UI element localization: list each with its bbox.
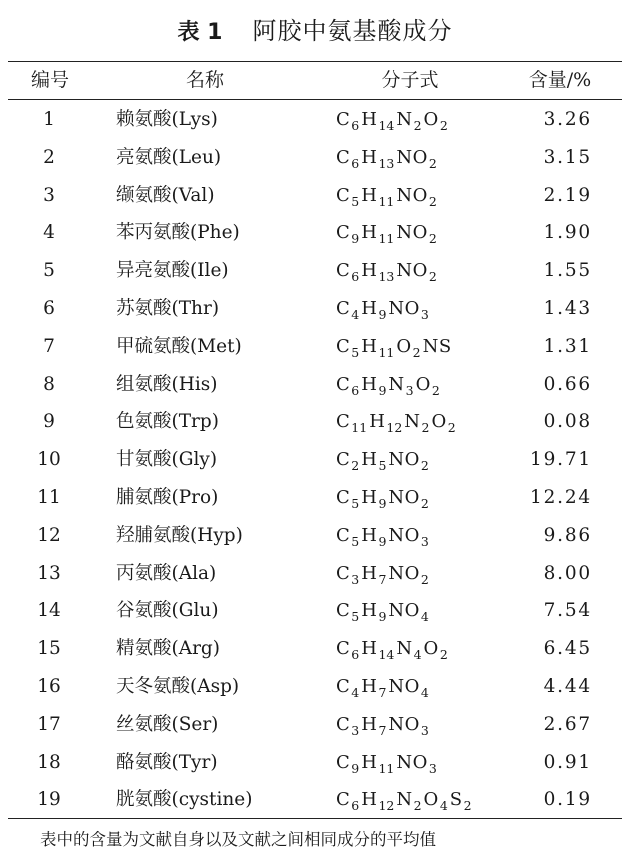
formula-subscript: 3 [351, 571, 360, 587]
formula-element: NO [388, 713, 420, 735]
formula-element: O [415, 373, 431, 395]
formula-subscript: 13 [378, 269, 395, 285]
table-row [0, 101, 630, 139]
formula-subscript: 3 [420, 306, 429, 322]
row-number: 8 [43, 373, 55, 395]
row-number: 9 [43, 411, 55, 433]
formula-element: H [361, 184, 378, 206]
formula-element: N [396, 789, 413, 811]
table-row [0, 668, 630, 706]
formula-subscript: 4 [439, 798, 448, 814]
formula-element: NO [388, 449, 420, 471]
content-percent: 3.26 [543, 109, 592, 130]
amino-acid-name: 胱氨酸(cystine) [116, 789, 253, 811]
formula-subscript: 3 [420, 722, 429, 738]
content-percent: 9.86 [543, 524, 592, 546]
formula-element: C [336, 638, 351, 660]
formula-subscript: 11 [351, 420, 368, 436]
formula-element: C [336, 713, 351, 735]
amino-acid-name: 苯丙氨酸(Phe) [116, 222, 240, 244]
molecular-formula [336, 441, 431, 479]
amino-acid-name: 酪氨酸(Tyr) [116, 751, 218, 773]
molecular-formula [336, 403, 458, 441]
row-number: 17 [37, 713, 61, 735]
table-bottom-rule [8, 818, 622, 819]
formula-element: C [336, 524, 351, 546]
formula-element: NO [396, 184, 428, 206]
formula-subscript: 11 [378, 760, 395, 776]
molecular-formula [336, 555, 431, 593]
amino-acid-name: 天冬氨酸(Asp) [116, 675, 240, 697]
amino-acid-name: 甲硫氨酸(Met) [116, 335, 242, 357]
content-percent: 7.54 [543, 600, 592, 622]
content-percent: 0.19 [543, 789, 592, 811]
header-formula: 分子式 [381, 69, 439, 91]
content-percent: 2.67 [543, 713, 592, 735]
formula-subscript: 5 [351, 193, 360, 209]
amino-acid-name: 苏氨酸(Thr) [116, 297, 220, 319]
formula-subscript: 11 [378, 344, 395, 360]
formula-subscript: 13 [378, 155, 395, 171]
formula-subscript: 6 [351, 382, 360, 398]
formula-subscript: 5 [378, 458, 387, 474]
formula-subscript: 2 [428, 193, 437, 209]
table-row [0, 139, 630, 177]
formula-element: H [361, 562, 378, 584]
amino-acid-name: 甘氨酸(Gly) [116, 449, 218, 471]
formula-subscript: 9 [378, 533, 387, 549]
content-percent: 0.08 [543, 411, 592, 433]
row-number: 7 [43, 335, 55, 357]
formula-subscript: 6 [351, 155, 360, 171]
formula-element: O [396, 335, 412, 357]
formula-element: NO [388, 297, 420, 319]
formula-element: H [361, 109, 378, 130]
formula-subscript: 2 [413, 118, 422, 133]
content-percent: 0.66 [543, 373, 592, 395]
table-row [0, 177, 630, 215]
molecular-formula [336, 781, 474, 819]
content-percent: 0.91 [543, 751, 592, 773]
formula-subscript: 7 [378, 571, 387, 587]
formula-subscript: 2 [420, 495, 429, 511]
formula-subscript: 3 [420, 533, 429, 549]
formula-subscript: 6 [351, 647, 360, 663]
formula-element: H [361, 675, 378, 697]
formula-element: C [336, 600, 351, 622]
table-row [0, 479, 630, 517]
formula-subscript: 4 [351, 306, 360, 322]
formula-element: H [361, 373, 378, 395]
content-percent: 1.90 [543, 222, 592, 244]
formula-element: N [396, 109, 413, 130]
formula-subscript: 2 [420, 458, 429, 474]
formula-subscript: 2 [447, 420, 456, 436]
table-label: 表 1 [177, 20, 223, 45]
content-percent: 1.31 [543, 335, 592, 357]
table-title [0, 14, 630, 50]
header-name: 名称 [185, 69, 224, 91]
table-row [0, 214, 630, 252]
molecular-formula [336, 744, 439, 782]
formula-element: NO [396, 751, 428, 773]
molecular-formula [336, 214, 439, 252]
formula-element: C [336, 222, 351, 244]
molecular-formula [336, 328, 452, 366]
header-content: 含量/% [528, 69, 592, 91]
formula-element: O [423, 109, 439, 130]
amino-acid-name: 亮氨酸(Leu) [116, 146, 222, 168]
formula-element: C [336, 335, 351, 357]
formula-subscript: 5 [351, 344, 360, 360]
table-body [0, 101, 630, 819]
table-row [0, 555, 630, 593]
formula-element: H [361, 222, 378, 244]
content-percent: 6.45 [543, 638, 592, 660]
molecular-formula [336, 252, 439, 290]
content-percent: 4.44 [543, 675, 592, 697]
molecular-formula [336, 668, 431, 706]
formula-subscript: 2 [420, 571, 429, 587]
formula-subscript: 12 [386, 420, 403, 436]
formula-subscript: 4 [420, 684, 429, 700]
table-title-text: 阿胶中氨基酸成分 [252, 17, 453, 45]
formula-subscript: 11 [378, 231, 395, 247]
formula-element: NS [422, 335, 452, 357]
row-number: 2 [43, 146, 55, 168]
table-row [0, 403, 630, 441]
formula-subscript: 3 [351, 722, 360, 738]
formula-element: C [336, 184, 351, 206]
table-header-rule [8, 99, 622, 100]
formula-subscript: 2 [463, 798, 472, 814]
content-percent: 8.00 [543, 562, 592, 584]
table-footnote: 表中的含量为文献自身以及文献之间相同成分的平均值 [40, 830, 436, 849]
formula-element: NO [388, 600, 420, 622]
formula-subscript: 3 [405, 382, 414, 398]
formula-subscript: 9 [378, 495, 387, 511]
molecular-formula [336, 366, 442, 404]
row-number: 10 [37, 449, 61, 471]
content-percent: 1.55 [543, 260, 592, 282]
amino-acid-name: 精氨酸(Arg) [116, 638, 220, 660]
formula-element: H [361, 146, 378, 168]
row-number: 18 [37, 751, 61, 773]
formula-subscript: 9 [378, 382, 387, 398]
row-number: 6 [43, 297, 55, 319]
row-number: 14 [37, 600, 61, 622]
molecular-formula [336, 706, 431, 744]
formula-subscript: 11 [378, 193, 395, 209]
formula-element: O [431, 411, 447, 433]
formula-subscript: 9 [378, 306, 387, 322]
formula-subscript: 2 [412, 344, 421, 360]
content-percent: 2.19 [543, 184, 592, 206]
table-row [0, 744, 630, 782]
formula-subscript: 6 [351, 798, 360, 814]
formula-element: O [423, 638, 439, 660]
content-percent: 12.24 [530, 486, 592, 508]
formula-element: C [336, 486, 351, 508]
formula-subscript: 14 [378, 647, 395, 663]
table-row [0, 328, 630, 366]
content-percent: 3.15 [543, 146, 592, 168]
formula-element: NO [388, 524, 420, 546]
formula-subscript: 3 [428, 760, 437, 776]
molecular-formula [336, 101, 450, 139]
formula-subscript: 2 [439, 647, 448, 663]
formula-element: NO [388, 486, 420, 508]
formula-element: H [361, 751, 378, 773]
formula-element: O [423, 789, 439, 811]
molecular-formula [336, 630, 450, 668]
row-number: 3 [43, 184, 55, 206]
formula-element: S [449, 789, 463, 811]
amino-acid-name: 脯氨酸(Pro) [116, 486, 219, 508]
formula-element: NO [388, 675, 420, 697]
formula-element: H [361, 600, 378, 622]
formula-subscript: 14 [378, 118, 395, 133]
formula-subscript: 4 [413, 647, 422, 663]
table-row [0, 517, 630, 555]
formula-subscript: 5 [351, 495, 360, 511]
header-number: 编号 [30, 69, 69, 91]
formula-subscript: 2 [431, 382, 440, 398]
formula-element: H [361, 260, 378, 282]
table-row [0, 441, 630, 479]
formula-element: C [336, 260, 351, 282]
molecular-formula [336, 479, 431, 517]
formula-element: C [336, 789, 351, 811]
formula-element: H [361, 524, 378, 546]
formula-element: H [361, 486, 378, 508]
formula-element: H [361, 789, 378, 811]
formula-subscript: 6 [351, 269, 360, 285]
formula-subscript: 2 [413, 798, 422, 814]
molecular-formula [336, 517, 431, 555]
formula-element: C [336, 449, 351, 471]
formula-element: NO [396, 222, 428, 244]
formula-subscript: 7 [378, 722, 387, 738]
formula-subscript: 12 [378, 798, 395, 814]
formula-subscript: 2 [421, 420, 430, 436]
formula-element: C [336, 675, 351, 697]
amino-acid-name: 丝氨酸(Ser) [116, 713, 219, 735]
molecular-formula [336, 592, 431, 630]
formula-element: H [369, 411, 386, 433]
formula-element: H [361, 449, 378, 471]
row-number: 13 [37, 562, 61, 584]
table-row [0, 630, 630, 668]
formula-subscript: 5 [351, 609, 360, 625]
amino-acid-name: 异亮氨酸(Ile) [116, 260, 229, 282]
table-row [0, 290, 630, 328]
formula-subscript: 2 [351, 458, 360, 474]
formula-element: N [404, 411, 421, 433]
formula-element: C [336, 562, 351, 584]
molecular-formula [336, 177, 439, 215]
formula-element: C [336, 751, 351, 773]
formula-element: C [336, 146, 351, 168]
formula-element: C [336, 411, 351, 433]
formula-subscript: 2 [428, 269, 437, 285]
row-number: 19 [37, 789, 61, 811]
formula-element: H [361, 335, 378, 357]
table-row [0, 706, 630, 744]
row-number: 1 [43, 109, 55, 130]
formula-subscript: 5 [351, 533, 360, 549]
row-number: 4 [43, 222, 55, 244]
amino-acid-name: 组氨酸(His) [116, 373, 218, 395]
formula-element: C [336, 109, 351, 130]
row-number: 5 [43, 260, 55, 282]
table-row [0, 252, 630, 290]
formula-subscript: 9 [351, 760, 360, 776]
table-row [0, 781, 630, 819]
formula-subscript: 2 [428, 155, 437, 171]
row-number: 16 [37, 675, 61, 697]
formula-subscript: 9 [378, 609, 387, 625]
formula-element: NO [396, 146, 428, 168]
formula-subscript: 7 [378, 684, 387, 700]
formula-element: NO [388, 562, 420, 584]
content-percent: 19.71 [530, 449, 592, 471]
formula-element: N [388, 373, 405, 395]
formula-element: H [361, 713, 378, 735]
formula-subscript: 6 [351, 118, 360, 133]
row-number: 15 [37, 638, 61, 660]
molecular-formula [336, 290, 431, 328]
formula-element: N [396, 638, 413, 660]
amino-acid-name: 羟脯氨酸(Hyp) [116, 524, 243, 546]
formula-subscript: 2 [439, 118, 448, 133]
molecular-formula [336, 139, 439, 177]
formula-element: C [336, 373, 351, 395]
formula-element: H [361, 297, 378, 319]
formula-subscript: 4 [351, 684, 360, 700]
amino-acid-name: 丙氨酸(Ala) [116, 562, 217, 584]
table-row [0, 592, 630, 630]
content-percent: 1.43 [543, 297, 592, 319]
formula-subscript: 4 [420, 609, 429, 625]
row-number: 11 [37, 486, 61, 508]
row-number: 12 [37, 524, 61, 546]
formula-element: C [336, 297, 351, 319]
amino-acid-name: 缬氨酸(Val) [116, 184, 215, 206]
formula-subscript: 9 [351, 231, 360, 247]
amino-acid-name: 色氨酸(Trp) [116, 411, 219, 433]
formula-subscript: 2 [428, 231, 437, 247]
formula-element: H [361, 638, 378, 660]
formula-element: NO [396, 260, 428, 282]
table-row [0, 366, 630, 404]
amino-acid-name: 谷氨酸(Glu) [116, 600, 219, 622]
amino-acid-name: 赖氨酸(Lys) [116, 109, 218, 130]
